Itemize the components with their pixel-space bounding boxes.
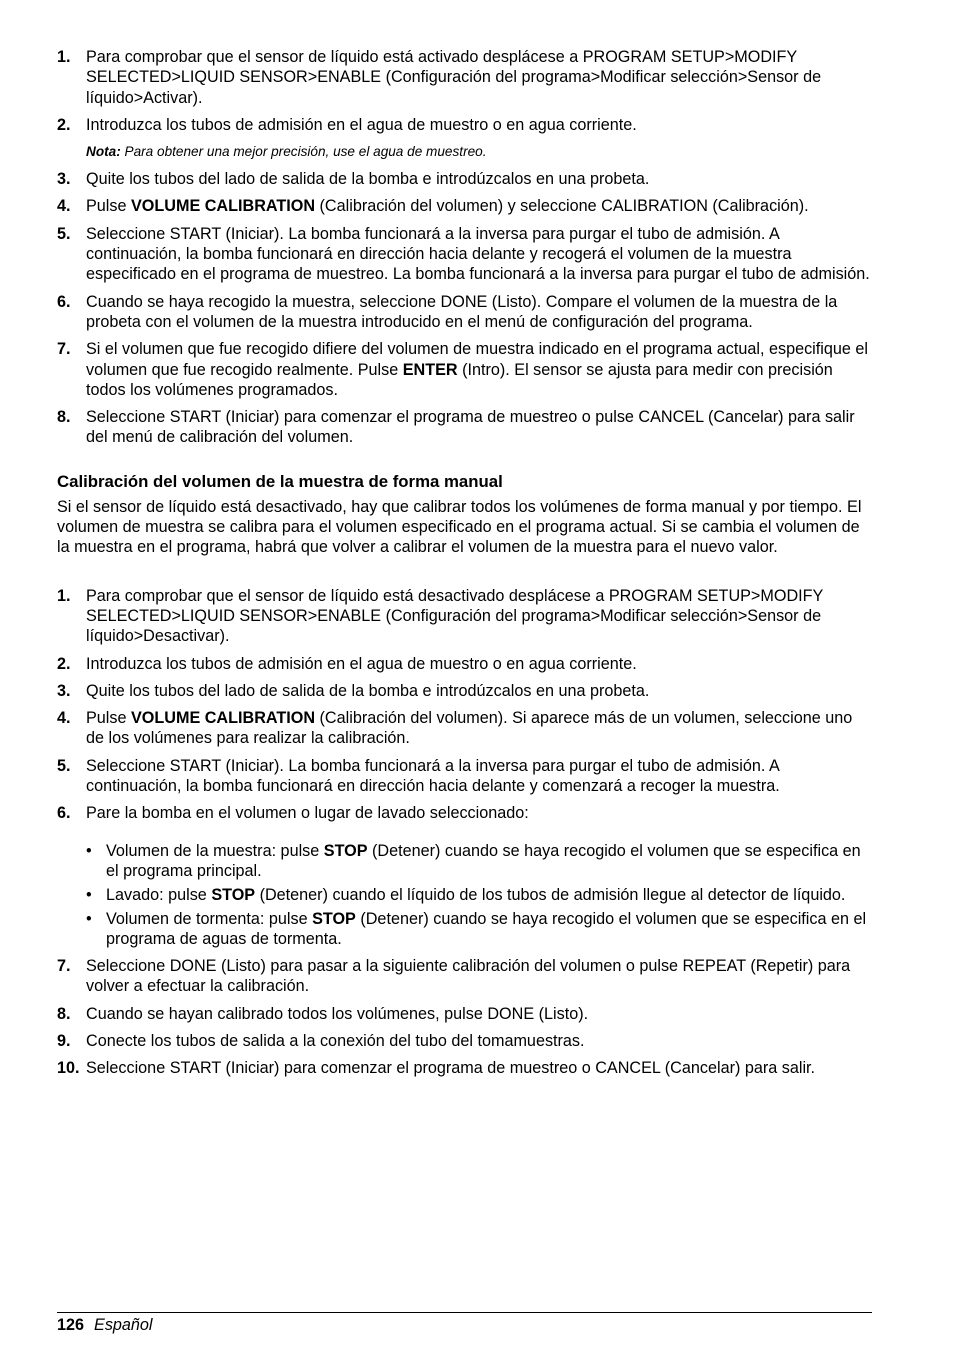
note-text: Para obtener una mejor precisión, use el agua de muestreo. [120,144,487,160]
procedure-list-manual-cont [57,956,872,1078]
bullet-text-part: (Detener) cuando el líquido de los tubos de admisión llegue al detector de líquido. [255,885,846,904]
procedure-list-liquid-sensor-cont [57,169,872,448]
step-text-part: Pulse [86,197,131,216]
bullet-list [57,841,872,949]
bullet-text-part: (Detener) cuando se haya recogido el volumen que se especifica en el programa principal. [106,841,861,880]
bullet-dot: • [86,841,92,860]
step-text-part: (Calibración del volumen) y seleccione CALIBRATION (Calibración). [315,197,809,216]
step-number: 4. [57,197,71,216]
bullet-text-part: Volumen de la muestra: pulse [106,841,324,860]
step-text-part: Introduzca los tubos de admisión en el agua de muestro o en agua corriente. [86,115,637,134]
bullet-text-part: Volumen de tormenta: pulse [106,909,313,928]
step-number: 3. [57,170,71,189]
step-text-part: Seleccione START (Iniciar) para comenzar el programa de muestreo o pulse CANCEL (Cancelar) para salir del menú de calibración del volumen. [86,408,855,447]
step-text [86,655,637,673]
step-text-part: Pare la bomba en el volumen o lugar de lavado seleccionado: [86,804,529,823]
step-text-part: (Intro). El sensor se ajusta para medir con precisión todos los volúmenes programados. [86,360,833,399]
list-item [57,803,872,823]
step-text [86,682,649,700]
step-text [86,170,649,188]
bullet-text-bold: STOP [211,885,256,904]
list-item [57,407,872,448]
step-text-part: Para comprobar que el sensor de líquido está activado desplácese a PROGRAM SETUP>MODIFY SELECTED>LIQUID SENSOR>ENABLE (Configuración del programa>Modificar selección>Sensor de líquido>Activar). [86,48,822,107]
step-text [86,804,529,822]
step-text-part: Quite los tubos del lado de salida de la bomba e introdúzcalos en una probeta. [86,170,650,189]
section-intro: Si el sensor de líquido está desactivado, hay que calibrar todos los volúmenes de forma manual y por tiempo. El volumen de muestra se calibra para el volumen especificado en el programa actual. Si se cambia el volumen de la muestra en el programa, habrá que volver a calibrar el volumen de la muestra para el nuevo valor. [57,497,862,557]
step-text [86,408,855,446]
step-text-part: Quite los tubos del lado de salida de la bomba e introdúzcalos en una probeta. [86,681,650,700]
step-text-part: (Calibración del volumen). Si aparece más de un volumen, seleccione uno de los volúmenes para realizar la calibración. [86,709,853,748]
step-text-part: Conecte los tubos de salida a la conexión del tubo del tomamuestras. [86,1031,585,1050]
list-item [57,1031,872,1051]
list-item [57,654,872,674]
step-text-bold: VOLUME CALIBRATION [131,709,316,728]
step-text [86,587,823,646]
procedure-list-manual [57,586,872,824]
step-text-bold: ENTER [402,360,458,379]
step-number: 6. [57,804,71,823]
list-item [57,586,872,647]
list-item [57,956,872,997]
list-item [57,756,872,797]
section-heading: Calibración del volumen de la muestra de forma manual [57,471,503,491]
step-number: 4. [57,709,71,728]
step-text-part: Seleccione START (Iniciar). La bomba funcionará a la inversa para purgar el tubo de admisión. A continuación, la bomba funcionará en dirección hacia delante y recogerá el volumen de la muestra especificado en el programa de muestreo. La bomba funcionará a la inversa para purgar el tubo de admisión. [86,224,870,284]
step-text [86,957,850,995]
step-text-part: Seleccione DONE (Listo) para pasar a la siguiente calibración del volumen o pulse REPEAT (Repetir) para volver a efectuar la calibración. [86,957,851,996]
bullet-item [57,885,872,905]
bullet-text-bold: STOP [323,841,368,860]
step-text-bold: VOLUME CALIBRATION [131,197,316,216]
step-number: 5. [57,224,71,243]
step-text [86,757,780,795]
note [57,143,872,160]
step-text-part: Introduzca los tubos de admisión en el agua de muestro o en agua corriente. [86,654,637,673]
step-text [86,197,809,215]
step-number: 3. [57,681,71,700]
list-item [57,339,872,400]
page-footer [57,1312,872,1335]
list-item [57,196,872,216]
step-text [86,1032,585,1050]
step-number: 8. [57,1004,71,1023]
bullet-item [57,909,872,950]
step-text-part: Para comprobar que el sensor de líquido está desactivado desplácese a PROGRAM SETUP>MODIFY SELECTED>LIQUID SENSOR>ENABLE (Configuración del programa>Modificar selección>Sensor de líquido>Desactivar). [86,586,824,646]
step-number: 1. [57,48,71,66]
bullet-dot: • [86,885,92,904]
step-text [86,116,637,134]
step-text [86,709,852,747]
step-text [86,340,868,399]
step-text [86,48,821,107]
step-number: 2. [57,654,71,673]
bullet-dot: • [86,909,92,928]
step-number: 5. [57,756,71,775]
list-item [57,708,872,749]
list-item [57,224,872,285]
step-text-part: Pulse [86,709,131,728]
list-item [57,47,872,108]
step-text-part: Seleccione START (Iniciar). La bomba funcionará a la inversa para purgar el tubo de admisión. A continuación, la bomba funcionará en dirección hacia delante y comenzará a recoger la muestra. [86,756,780,796]
list-item [57,681,872,701]
step-text [86,1059,815,1077]
note-label: Nota: [86,144,121,160]
step-number: 7. [57,957,71,976]
step-number: 9. [57,1031,71,1050]
step-text-part: Si el volumen que fue recogido difiere del volumen de muestra indicado en el programa actual, especifique el volumen que fue recogido realmente. Pulse [86,340,868,379]
step-text-part: Seleccione START (Iniciar) para comenzar el programa de muestreo o CANCEL (Cancelar) para salir. [86,1059,816,1078]
step-text [86,225,870,284]
step-number: 8. [57,408,71,427]
procedure-list-liquid-sensor [57,47,872,135]
bullet-text-part: Lavado: pulse [106,885,212,904]
page-number: 126 [57,1316,85,1334]
step-text [86,293,837,331]
step-number: 6. [57,292,71,311]
bullet-text-part: (Detener) cuando se haya recogido el volumen que se especifica en el programa de aguas de tormenta. [106,909,867,948]
step-number: 2. [57,115,71,134]
step-number: 10. [57,1059,80,1078]
list-item [57,1058,872,1078]
step-text [86,1005,588,1023]
step-number: 1. [57,586,71,605]
list-item [57,169,872,189]
document-page [57,47,872,1079]
footer-language: Español [94,1316,153,1334]
step-number: 7. [57,340,71,359]
list-item [57,115,872,135]
list-item [57,292,872,333]
bullet-item [57,841,872,882]
bullet-text-bold: STOP [312,909,356,928]
step-text-part: Cuando se haya recogido la muestra, seleccione DONE (Listo). Compare el volumen de la muestra de la probeta con el volumen de la muestra introducido en el menú de configuración del programa. [86,292,838,331]
step-text-part: Cuando se hayan calibrado todos los volúmenes, pulse DONE (Listo). [86,1004,589,1023]
list-item [57,1004,872,1024]
